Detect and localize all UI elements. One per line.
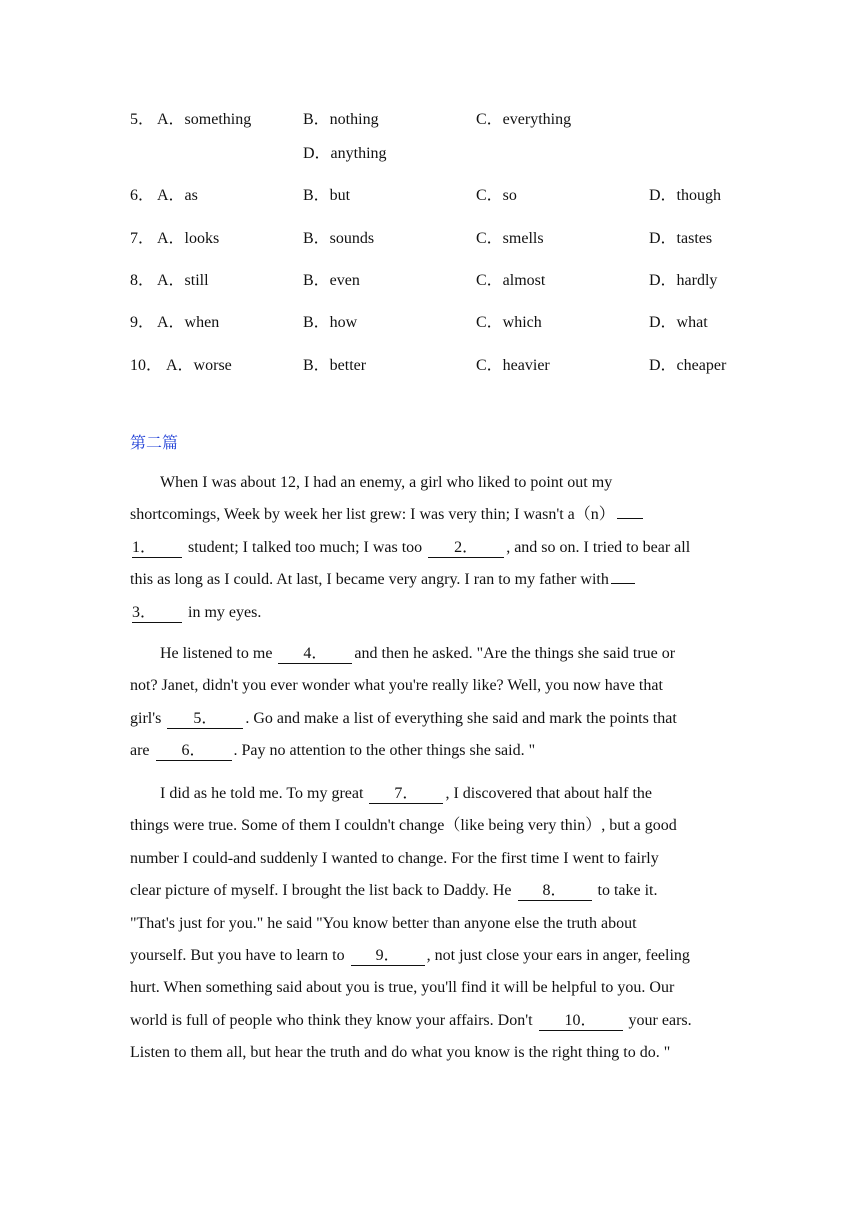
option-b: B．better bbox=[303, 357, 367, 374]
option-a: A．when bbox=[157, 314, 220, 331]
text-line: this as long as I could. At last, I became very angry. I ran to my father with bbox=[130, 564, 736, 596]
option-a: A．still bbox=[157, 272, 209, 289]
option-a: A．as bbox=[157, 187, 198, 204]
blank-5[interactable]: 5． bbox=[167, 710, 243, 729]
text-line: number I could-and suddenly I wanted to change. For the first time I went to fairly bbox=[130, 849, 659, 867]
text-line: shortcomings, Week by week her list grew: I was very thin; I wasn't a（n） bbox=[130, 499, 736, 531]
option-c: C．smells bbox=[476, 230, 544, 247]
text-line: Listen to them all, but hear the truth and do what you know is the right thing to do. " bbox=[130, 1044, 671, 1062]
question-9 bbox=[130, 309, 750, 333]
option-d: D．hardly bbox=[649, 272, 718, 289]
passage-paragraph-3 bbox=[130, 778, 736, 1070]
blank-7[interactable]: 7． bbox=[369, 785, 443, 804]
text-line: world is full of people who think they know your affairs. Don't 10． your ears. bbox=[130, 1011, 692, 1029]
blank-8[interactable]: 8． bbox=[518, 882, 592, 901]
text-line: 1． student; I talked too much; I was too 2． , and so on. I tried to bear all bbox=[132, 538, 691, 556]
text-line: He listened to me 4． and then he asked. "Are the things she said true or bbox=[160, 645, 676, 662]
question-number: 8． bbox=[130, 272, 155, 289]
option-c: C．heavier bbox=[476, 357, 550, 374]
question-5 bbox=[130, 106, 750, 130]
question-number: 7． bbox=[130, 230, 155, 247]
blank-2[interactable]: 2． bbox=[428, 539, 504, 558]
option-b: B．how bbox=[303, 314, 358, 331]
option-d: D．tastes bbox=[649, 230, 713, 247]
question-7 bbox=[130, 225, 750, 249]
option-a: A．worse bbox=[166, 357, 232, 374]
option-c: C．which bbox=[476, 314, 542, 331]
text-line: 3． in my eyes. bbox=[132, 603, 262, 621]
question-8 bbox=[130, 267, 750, 291]
option-b: B．nothing bbox=[303, 111, 379, 128]
question-number: 9． bbox=[130, 314, 155, 331]
section-title: 第二篇 bbox=[130, 433, 179, 452]
text-line: not? Janet, didn't you ever wonder what you're really like? Well, you now have that bbox=[130, 677, 663, 695]
option-c: C．almost bbox=[476, 272, 546, 289]
text-line: clear picture of myself. I brought the list back to Daddy. He 8． to take it. bbox=[130, 882, 658, 900]
blank-9[interactable]: 9． bbox=[351, 947, 425, 966]
question-6 bbox=[130, 182, 750, 206]
option-d: D．what bbox=[649, 314, 708, 331]
blank-6[interactable]: 6． bbox=[156, 742, 232, 761]
option-d: D．cheaper bbox=[649, 357, 727, 374]
option-b: B．but bbox=[303, 187, 351, 204]
option-a: A．looks bbox=[157, 230, 220, 247]
option-a: A．something bbox=[157, 111, 252, 128]
blank-3[interactable]: 3． bbox=[132, 604, 182, 623]
blank-1-start bbox=[617, 518, 643, 519]
option-d: D．though bbox=[649, 187, 722, 204]
text-line: girl's 5． . Go and make a list of everything she said and mark the points that bbox=[130, 709, 677, 727]
blank-10[interactable]: 10． bbox=[539, 1012, 623, 1031]
question-number: 6． bbox=[130, 187, 155, 204]
option-b: B．even bbox=[303, 272, 360, 289]
text-line: things were true. Some of them I couldn't change（like being very thin）, but a good bbox=[130, 817, 677, 835]
question-number: 10． bbox=[130, 357, 163, 374]
option-b: B．sounds bbox=[303, 230, 375, 247]
text-line: I did as he told me. To my great 7． , I discovered that about half the bbox=[160, 785, 653, 802]
text-line: yourself. But you have to learn to 9． , not just close your ears in anger, feeling bbox=[130, 946, 690, 964]
text-line: "That's just for you." he said "You know better than anyone else the truth about bbox=[130, 914, 637, 932]
text-line: When I was about 12, I had an enemy, a girl who liked to point out my bbox=[160, 474, 613, 491]
blank-1[interactable]: 1． bbox=[132, 539, 182, 558]
blank-3-start bbox=[611, 583, 635, 584]
option-d: D．anything bbox=[303, 145, 387, 162]
text-line: are 6． . Pay no attention to the other things she said. " bbox=[130, 742, 536, 760]
passage-paragraph-1 bbox=[130, 467, 736, 629]
question-5-continued bbox=[130, 140, 750, 164]
option-c: C．everything bbox=[476, 111, 572, 128]
question-10 bbox=[130, 352, 750, 376]
question-number: 5． bbox=[130, 111, 155, 128]
text-line: hurt. When something said about you is true, you'll find it will be helpful to you. Our bbox=[130, 979, 675, 997]
blank-4[interactable]: 4． bbox=[278, 645, 352, 664]
option-c: C．so bbox=[476, 187, 517, 204]
passage-paragraph-2 bbox=[130, 638, 736, 768]
